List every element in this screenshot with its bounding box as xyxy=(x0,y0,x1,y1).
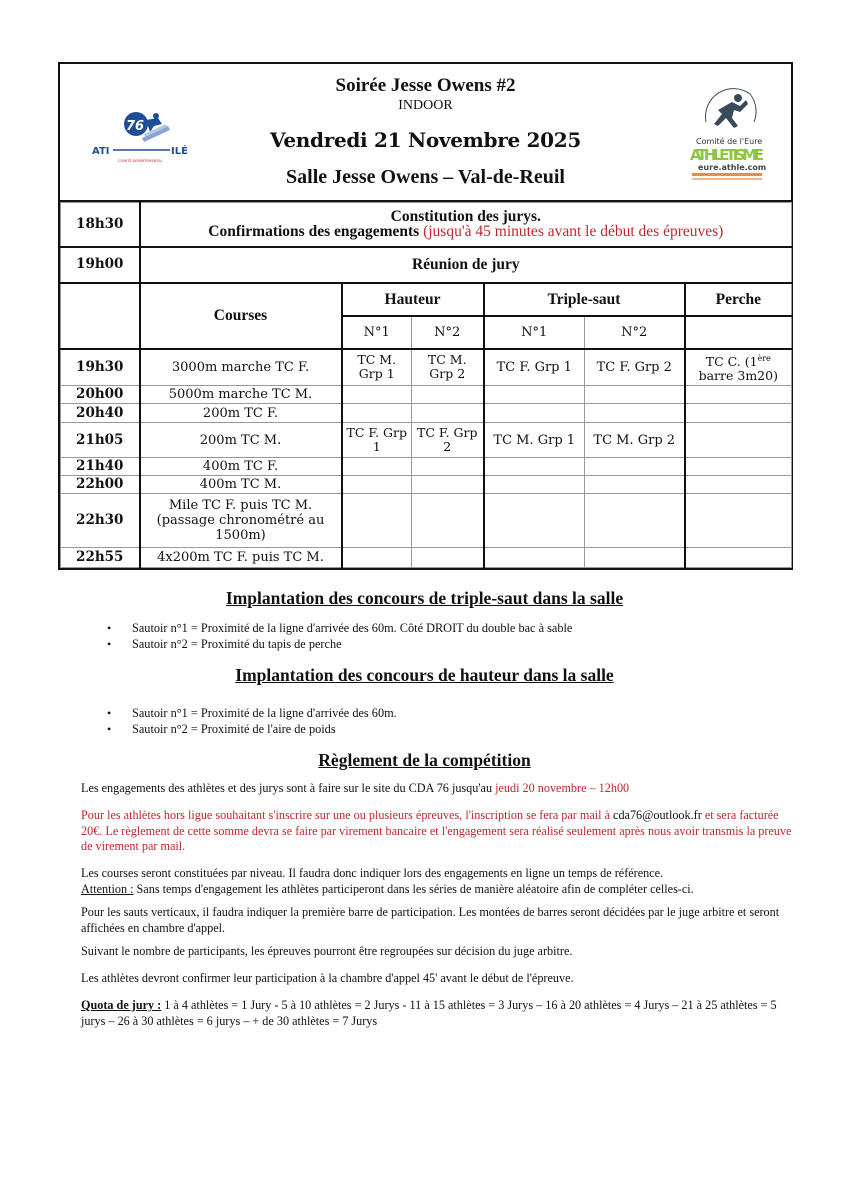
rules-regroupement-paragraph: Suivant le nombre de participants, les épreuves pourront être regroupées sur décision du juge arbitre. xyxy=(81,944,573,958)
table-header-row xyxy=(61,283,792,316)
hauteur-n1-cell: TC M. Grp 1 xyxy=(342,349,412,386)
rules-confirmation-paragraph: Les athlètes devront confirmer leur participation à la chambre d'appel 45' avant le début de l'épreuve. xyxy=(81,971,574,985)
eure-athletisme-logo-icon xyxy=(688,82,766,182)
triple-n2-cell xyxy=(585,548,685,568)
confirmation-label: Confirmations des engagements xyxy=(208,223,420,241)
contact-email-link[interactable]: cda76@outlook.fr xyxy=(613,808,702,822)
time-header-cell xyxy=(61,283,140,349)
time-cell: 20h00 xyxy=(61,386,140,404)
triple-n1-cell xyxy=(484,404,585,423)
jury-constitution-cell xyxy=(140,203,792,247)
perche-cell xyxy=(685,548,792,568)
courses-header: Courses xyxy=(140,283,342,349)
rules-hors-ligue-paragraph xyxy=(81,808,793,855)
jury-constitution-text: Constitution des jurys. xyxy=(390,208,541,226)
attention-text: Sans temps d'engagement les athlètes participeront dans les séries de manière aléatoire afin de compléter celles-ci. xyxy=(133,881,694,896)
triple-n2-cell: TC F. Grp 2 xyxy=(585,349,685,386)
perche-header: Perche xyxy=(685,283,792,316)
time-cell: 21h05 xyxy=(61,423,140,458)
hauteur-n2-cell xyxy=(412,476,484,494)
perche-text-a: TC C. (1 xyxy=(705,353,758,369)
triple-n1-cell: TC M. Grp 1 xyxy=(484,423,585,458)
triple-n1-cell xyxy=(484,476,585,494)
event-title: Soirée Jesse Owens #2 xyxy=(335,75,516,96)
list-item: • Sautoir n°1 = Proximité de la ligne d'arrivée des 60m. xyxy=(107,706,397,722)
rules-courses-paragraph xyxy=(81,866,793,897)
attention-label: Attention : xyxy=(81,881,134,896)
rules-sauts-paragraph: Pour les sauts verticaux, il faudra indiquer la première barre de participation. Les montées de barres seront décidées par le juge arbitre et seront affichées en chambre d'appel. xyxy=(81,905,780,935)
svg-text:ATHLETISME: ATHLETISME xyxy=(690,146,764,164)
hauteur-n2-cell xyxy=(412,494,484,548)
triple-saut-section-title: Implantation des concours de triple-saut dans la salle xyxy=(225,588,624,608)
rules-section-title: Règlement de la compétition xyxy=(318,750,531,770)
hauteur-n2-cell xyxy=(412,458,484,476)
hauteur-n1-cell xyxy=(342,548,412,568)
hauteur-n2-cell xyxy=(412,404,484,423)
perche-cell xyxy=(685,404,792,423)
table-row xyxy=(61,476,792,494)
svg-text:COMITÉ DÉPARTEMENTAL: COMITÉ DÉPARTEMENTAL xyxy=(118,159,163,163)
quota-text: 1 à 4 athlètes = 1 Jury - 5 à 10 athlètes = 2 Jurys - 11 à 15 athlètes = 3 Jurys – 16 à 20 athlètes = 4 Jurys – 21 à 25 athlètes = 5 jurys – 26 à 30 athlètes = 6 jurys – + de 30 athlètes = 7 Jurys xyxy=(81,998,777,1028)
table-row xyxy=(61,386,792,404)
table-row xyxy=(61,349,792,386)
triple-n1-cell xyxy=(484,494,585,548)
event-subtitle: INDOOR xyxy=(398,98,453,113)
time-cell: 22h55 xyxy=(61,548,140,568)
triple-n1-header: N°1 xyxy=(484,316,585,349)
time-cell: 21h40 xyxy=(61,458,140,476)
hauteur-n2-cell xyxy=(412,548,484,568)
hauteur-section-title: Implantation des concours de hauteur dans la salle xyxy=(235,665,614,685)
triple-n1-cell xyxy=(484,548,585,568)
perche-text-b: barre 3m20) xyxy=(698,367,778,383)
hauteur-n1-cell xyxy=(342,404,412,423)
schedule-table xyxy=(60,202,792,568)
table-row xyxy=(61,494,792,548)
time-cell: 19h30 xyxy=(61,349,140,386)
perche-sup: ère xyxy=(757,353,771,363)
course-cell: 4x200m TC F. puis TC M. xyxy=(140,548,342,568)
triple-n2-cell xyxy=(585,404,685,423)
hauteur-n1-cell xyxy=(342,494,412,548)
triple-n2-cell xyxy=(585,386,685,404)
table-row xyxy=(61,548,792,568)
hauteur-header: Hauteur xyxy=(342,283,484,316)
course-cell: Mile TC F. puis TC M. (passage chronométré au 1500m) xyxy=(140,494,342,548)
perche-cell xyxy=(685,476,792,494)
svg-text:Comité de l'Eure: Comité de l'Eure xyxy=(696,137,763,146)
table-row xyxy=(61,423,792,458)
perche-sub-header xyxy=(685,316,792,349)
perche-cell xyxy=(685,494,792,548)
course-cell: 3000m marche TC F. xyxy=(140,349,342,386)
hauteur-list xyxy=(107,706,397,737)
hauteur-n1-header: N°1 xyxy=(342,316,412,349)
hauteur-n2-cell xyxy=(412,386,484,404)
rules-engagements-paragraph xyxy=(81,781,793,797)
time-cell: 22h30 xyxy=(61,494,140,548)
hauteur-n2-cell: TC M. Grp 2 xyxy=(412,349,484,386)
triple-saut-header: Triple-saut xyxy=(484,283,685,316)
hauteur-n1-cell xyxy=(342,458,412,476)
time-cell: 18h30 xyxy=(61,203,140,247)
jury-meeting-cell: Réunion de jury xyxy=(140,247,792,283)
program-sheet xyxy=(58,62,793,570)
quota-label: Quota de jury : xyxy=(81,998,162,1012)
hauteur-n2-cell: TC F. Grp 2 xyxy=(412,423,484,458)
triple-saut-list xyxy=(107,621,572,652)
courses-level-text: Les courses seront constituées par niveau. Il faudra donc indiquer lors des engagements en ligne un temps de référence. xyxy=(81,866,664,880)
hauteur-n1-cell xyxy=(342,386,412,404)
time-cell: 20h40 xyxy=(61,404,140,423)
svg-text:eure.athle.com: eure.athle.com xyxy=(698,163,766,172)
course-cell: 5000m marche TC M. xyxy=(140,386,342,404)
engagements-text: Les engagements des athlètes et des jurys sont à faire sur le site du CDA 76 jusqu'au xyxy=(81,781,496,795)
course-cell: 400m TC M. xyxy=(140,476,342,494)
svg-text:ILÉ: ILÉ xyxy=(171,146,188,157)
svg-text:76: 76 xyxy=(126,119,145,134)
event-date: Vendredi 21 Novembre 2025 xyxy=(269,128,582,152)
course-cell: 200m TC M. xyxy=(140,423,342,458)
svg-text:ATI: ATI xyxy=(92,146,110,157)
time-cell: 22h00 xyxy=(61,476,140,494)
engagements-deadline: jeudi 20 novembre – 12h00 xyxy=(495,781,630,795)
perche-cell xyxy=(685,458,792,476)
hauteur-n2-header: N°2 xyxy=(412,316,484,349)
hauteur-n1-cell xyxy=(342,476,412,494)
table-row xyxy=(61,458,792,476)
triple-n1-cell: TC F. Grp 1 xyxy=(484,349,585,386)
course-cell: 400m TC F. xyxy=(140,458,342,476)
confirmation-deadline: (jusqu'à 45 minutes avant le début des épreuves) xyxy=(423,223,724,241)
perche-cell xyxy=(685,386,792,404)
table-row xyxy=(61,247,792,283)
confirmation-text xyxy=(143,224,790,239)
rules-quota-paragraph xyxy=(81,998,793,1029)
triple-n2-cell: TC M. Grp 2 xyxy=(585,423,685,458)
triple-n1-cell xyxy=(484,458,585,476)
time-cell: 19h00 xyxy=(61,247,140,283)
table-row xyxy=(61,404,792,423)
hors-ligue-payment-text: et sera facturée 20€. Le règlement de cette somme devra se faire par virement bancaire et l'engagement sera réalisé seulement après nous avoir transmis la preuve de virement par mail. xyxy=(81,808,792,853)
list-item: • Sautoir n°1 = Proximité de la ligne d'arrivée des 60m. Côté DROIT du double bac à sable xyxy=(107,621,572,637)
perche-cell xyxy=(685,423,792,458)
triple-n2-cell xyxy=(585,476,685,494)
list-item: • Sautoir n°2 = Proximité de l'aire de poids xyxy=(107,722,397,738)
triple-n1-cell xyxy=(484,386,585,404)
table-row xyxy=(61,203,792,247)
triple-n2-header: N°2 xyxy=(585,316,685,349)
hors-ligue-text: Pour les athlètes hors ligue souhaitant s'inscrire sur une ou plusieurs épreuves, l'inscription se fera par mail à xyxy=(81,808,614,822)
perche-cell xyxy=(685,349,792,386)
event-header xyxy=(60,64,791,202)
triple-n2-cell xyxy=(585,494,685,548)
hauteur-n1-cell: TC F. Grp 1 xyxy=(342,423,412,458)
course-cell: 200m TC F. xyxy=(140,404,342,423)
event-venue: Salle Jesse Owens – Val-de-Reuil xyxy=(286,166,565,188)
triple-n2-cell xyxy=(585,458,685,476)
list-item: • Sautoir n°2 = Proximité du tapis de perche xyxy=(107,637,572,653)
